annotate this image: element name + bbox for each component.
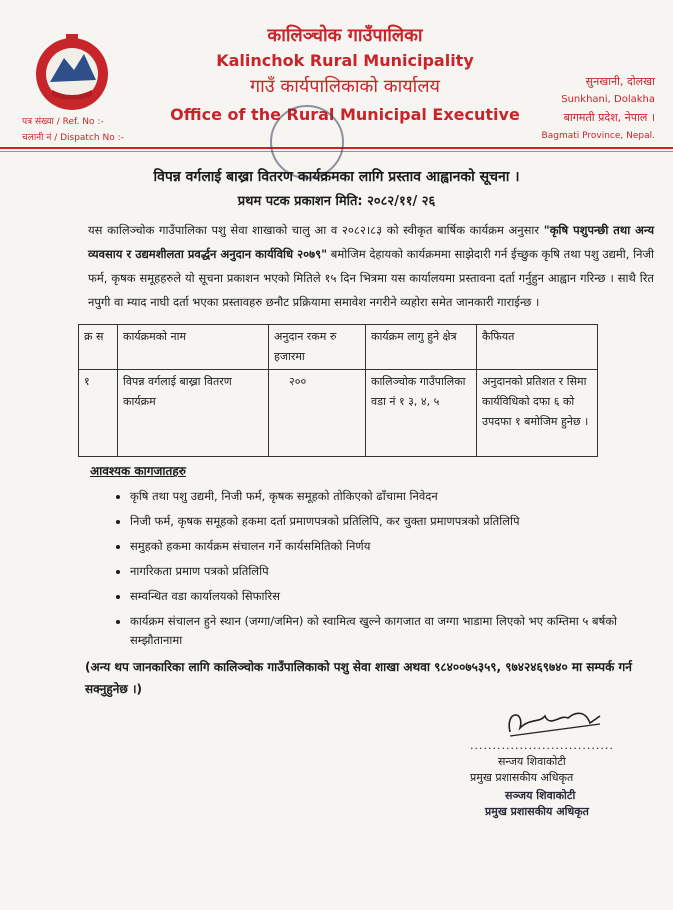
col-area: कार्यक्रम लागु हुने क्षेत्र bbox=[366, 325, 477, 370]
signature-block bbox=[470, 708, 660, 820]
handwritten-signature bbox=[470, 708, 640, 738]
program-table bbox=[78, 324, 598, 457]
notice-body bbox=[88, 218, 654, 314]
province-en: Bagmati Province, Nepal. bbox=[541, 131, 655, 141]
cell-program-name: विपन्न वर्गलाई बाख्रा वितरण कार्यक्रम bbox=[118, 370, 269, 457]
col-remarks: कैफियत bbox=[477, 325, 598, 370]
signatory-title: प्रमुख प्रशासकीय अधिकृत bbox=[470, 771, 574, 784]
list-item: • नागरिकता प्रमाण पत्रको प्रतिलिपि bbox=[130, 562, 633, 581]
stamp-title: प्रमुख प्रशासकीय अधिकृत bbox=[485, 805, 589, 818]
body-procedure-name: "कृषि पशुपन्छी तथा अन्य व्यवसाय र उद्यमशीलता प्रवर्द्धन अनुदान कार्यविधि २०७९" bbox=[88, 223, 654, 261]
col-program-name: कार्यक्रमको नाम bbox=[118, 325, 269, 370]
address-np: सुनखानी, दोलखा bbox=[585, 75, 655, 88]
province-np: बागमती प्रदेश, नेपाल । bbox=[563, 111, 655, 124]
municipality-name-en: Kalinchok Rural Municipality bbox=[216, 51, 474, 70]
col-grant-amount: अनुदान रकम रु हजारमा bbox=[269, 325, 366, 370]
ref-no-label: पत्र संख्या / Ref. No :- bbox=[22, 117, 104, 127]
list-item: • सम्वन्धित वडा कार्यालयको सिफारिस bbox=[130, 587, 633, 606]
list-item: • निजी फर्म, कृषक समूहको हकमा दर्ता प्रमाणपत्रको प्रतिलिपि, कर चुक्ता प्रमाणपत्रको प्रतिलिपि bbox=[130, 512, 633, 531]
documents-list bbox=[110, 487, 633, 650]
col-serial: क्र स bbox=[79, 325, 118, 370]
list-item: • कार्यक्रम संचालन हुने स्थान (जग्गा/जमिन) को स्वामित्व खुल्ने कागजात वा जग्गा भाडामा लिएको भए कम्तिमा ५ बर्षको सम्झौतानामा bbox=[130, 612, 633, 650]
address-en: Sunkhani, Dolakha bbox=[561, 94, 655, 105]
cell-grant-amount: २०० bbox=[269, 370, 366, 457]
cell-serial: १ bbox=[79, 370, 118, 457]
table-row bbox=[79, 370, 598, 457]
office-name-en: Office of the Rural Municipal Executive bbox=[170, 105, 520, 124]
signatory-name: सन्जय शिवाकोटी bbox=[498, 755, 566, 768]
body-text-2: बमोजिम देहायको कार्यक्रममा साझेदारी गर्न ईच्छुक कृषि तथा पशु उद्यमी, निजी फर्म, कृषक समूहहरुले यो सूचना प्रकाशन भएको मितिले १५ दिन भित्रमा यस कार्यालयमा प्रस्तावना दर्ता गर्नुहुन आह्वान गरिन्छ । साथै रित नपुगी वा म्याद नाघी दर्ता भएका प्रस्तावहरु छनौट प्रक्रियामा समावेश नगरीने व्यहोरा समेत जानकारी गाराईन्छ । bbox=[88, 247, 655, 309]
documents-heading: आवश्यक कागजातहरु bbox=[90, 464, 186, 478]
body-text-1: यस कालिञ्चोक गाउँपालिका पशु सेवा शाखाको चालु आ व २०८२।८३ को स्वीकृत बार्षिक कार्यक्रम अनुसार bbox=[88, 223, 540, 237]
municipality-name-np: कालिञ्चोक गाउँपालिका bbox=[267, 25, 423, 46]
notice-content bbox=[0, 166, 673, 820]
stamp-name: सञ्जय शिवाकोटी bbox=[505, 789, 576, 802]
list-item: • समुहको हकमा कार्यक्रम संचालन गर्ने कार्यसमितिको निर्णय bbox=[130, 537, 633, 556]
cell-remarks: अनुदानको प्रतिशत र सिमा कार्यविधिको दफा ६ को उपदफा १ बमोजिम हुनेछ । bbox=[477, 370, 598, 457]
signature-line: ................................ bbox=[470, 739, 614, 752]
table-header-row bbox=[79, 325, 598, 370]
notice-title: विपन्न वर्गलाई बाख्रा वितरण कार्यक्रमका लागि प्रस्ताव आह्वानको सूचना । bbox=[153, 169, 520, 185]
dispatch-no-label: चलानी नं / Dispatch No :- bbox=[22, 133, 124, 143]
contact-info: (अन्य थप जानकारिका लागि कालिञ्चोक गाउँपालिकाको पशु सेवा शाखा अथवा ९८४००७५३५९, ९७४२४६९७४० मा सम्पर्क गर्न सक्नुहुनेछ ।) bbox=[85, 660, 632, 696]
office-name-np: गाउँ कार्यपालिकाको कार्यालय bbox=[250, 76, 440, 97]
cell-area: कालिञ्चोक गाउँपालिका वडा नं १ ३, ४, ५ bbox=[366, 370, 477, 457]
publication-date: प्रथम पटक प्रकाशन मिति: २०८२/११/ २६ bbox=[237, 194, 436, 209]
list-item: • कृषि तथा पशु उद्यमी, निजी फर्म, कृषक समूहको तोकिएको ढाँचामा निवेदन bbox=[130, 487, 633, 506]
nepal-emblem-logo bbox=[30, 30, 114, 114]
name-stamp bbox=[470, 788, 660, 820]
